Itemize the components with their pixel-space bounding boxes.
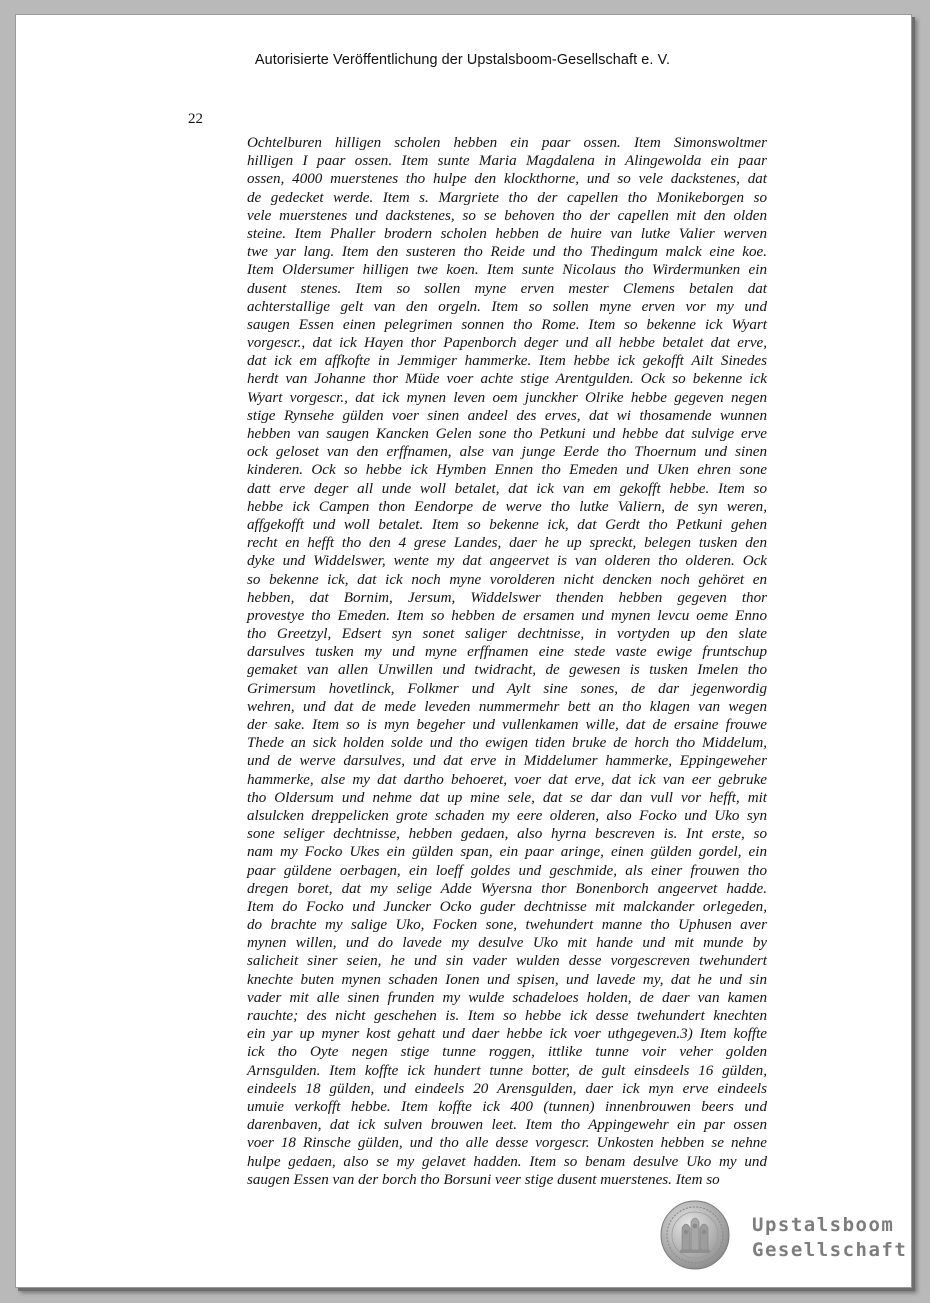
text-line: tho Oldersum und nehme dat up mine sele, dat se dar dan vull vor hefft, mit [247,789,767,806]
body-text [247,134,767,1189]
text-line: und de werve darsulves, und dat erve in Middelumer hammerke, Eppingeweher [247,753,767,770]
text-line: dusent stenes. Item so sollen myne erven mester Clemens betalen dat [247,280,767,297]
text-line: mynen willen, und do lavede my desulve Uko mit hande und mit munde by [247,935,767,952]
text-line: vele muerstenes und dackstenes, so se behoven tho der capellen mit den olden [247,207,767,224]
text-line: Thede an sick holden solde und tho ewigen tiden bruke de horch tho Middelum, [247,735,767,752]
text-line: knechte buten mynen schaden Ionen und spisen, und lavede my, dat he und sin [247,971,767,988]
header-title: Autorisierte Veröffentlichung der Upstalsboom-Gesellschaft e. V. [254,52,671,68]
text-line: Item do Focko und Juncker Ocko guder dechtnisse mit malckander orlegeden, [247,898,767,915]
text-line: Wyart vorgescr., dat ick mynen leven oem junckher Olrike hebbe gegeven negen [247,389,767,406]
text-line: hilligen I paar ossen. Item sunte Maria Magdalena in Alingewolda ein paar [247,153,767,170]
text-line: kinderen. Ock so hebbe ick Hymben Ennen tho Emeden und Uken ehren sone [247,462,767,479]
text-line: wehren, und dat de mede leveden nummermehr bett an tho klagen van wegen [247,698,767,715]
society-logo-text [752,1213,907,1263]
text-line: nam my Focko Ukes ein gülden span, ein paar aringe, einen gülden gordel, ein [247,844,767,861]
text-line: so bekenne ick, dat ick noch myne vorolderen nicht dencken noch gehöret en [247,571,767,588]
text-line: sone seliger dechtnisse, hebben gedaen, also hyrna bescreven is. Int erste, so [247,826,767,843]
text-line: alsulcken dreppelicken grote schaden my eere olderen, also Focko und Uko syn [247,807,767,824]
text-line: hebben, dat Bornim, Jersum, Widdelswer thenden hebben gegeven thor [247,589,767,606]
text-line: eindeels 18 gülden, und eindeels 20 Arensgulden, daer ick myn erve eindeels [247,1080,767,1097]
text-line: recht en hefft tho den 4 grese Landes, daer he up spreckt, belegen tusken den [247,535,767,552]
text-line: ock geloset van den erffnamen, alse van junge Eerde tho Thoernum und sinen [247,444,767,461]
text-line: ein yar up myner kost gehatt und daer hebbe ick voer uthgegeven.3) Item koffte [247,1026,767,1043]
text-line: stige Rynsehe gülden voer sinen andeel des erves, dat wi thosamende wunnen [247,407,767,424]
text-line: hammerke, alse my dat dartho behoeret, voer dat erve, dat ick van eer gebruke [247,771,767,788]
text-line: affgekofft und woll betalet. Item so bekenne ick, dat Gerdt tho Petkuni gehen [247,516,767,533]
text-line: Grimersum hovetlinck, Folkmer und Aylt sine sones, de dar jegenwordig [247,680,767,697]
logo-line-1: Upstalsboom [752,1214,895,1236]
logo-line-2: Gesellschaft [752,1239,908,1261]
text-line: paar güldene oerbagen, ein loeff goldes und geschmide, als einer frouwen tho [247,862,767,879]
text-line: hebbe ick Campen thon Eendorpe de werve tho lutke Valiern, de syn weren, [247,498,767,515]
text-line: darsulves tusken my und myne erffnamen eine stede vaste ewige fruntschup [247,644,767,661]
text-line: Arnsgulden. Item koffte ick hundert tunne botter, de gult einsdeels 16 gülden, [247,1062,767,1079]
text-line: twe yar lang. Item den susteren tho Reide und tho Thedingum malck eine koe. [247,244,767,261]
text-line: salicheit siner seien, he und sin vader wulden desse vorgescreven twehundert [247,953,767,970]
page-number: 22 [188,111,203,127]
text-line: Ochtelburen hilligen scholen hebben ein paar ossen. Item Simonswoltmer [247,135,767,151]
text-line: dat ick em affkofte in Jemmiger hammerke. Item hebbe ick gekofft Ailt Sinedes [247,353,767,370]
text-line: der sake. Item so is myn begeher und vullenkamen wille, dat de ersaine frouwe [247,717,767,733]
text-line: darenbaven, dat ick sulven brouwen leet. Item tho Appingewehr ein par ossen [247,1117,767,1134]
text-line: dregen boret, dat my selige Adde Wyersna thor Bonenborch angeervet hadde. [247,880,767,897]
text-line: hulpe gedaen, also se my gelavet hadden. Item so benam desulve Uko my und [247,1153,767,1170]
text-line: vorgescr., dat ick Hayen thor Papenborch deger und all hebbe betalet dat erve, [247,335,767,352]
text-line: herdt van Johanne thor Müde voer achte stige Arentgulden. Ock so bekenne ick [247,371,767,388]
text-line: gemaket van allen Unwillen und twidracht, de gewesen is tusken Imelen tho [247,662,767,679]
text-line: hebben van saugen Kancken Gelen sone tho Petkuni und hebbe dat sulvige erve [247,426,767,442]
text-line: do brachte my salige Uko, Focken sone, twehundert manne tho Uphusen aver [247,917,767,934]
text-line: steine. Item Phaller brodern scholen hebben de huire van lutke Valier werven [247,225,767,242]
text-line: dyke und Widdelswer, wente my dat angeervet is van olderen tho olderen. Ock [247,553,767,570]
page-header [16,52,911,68]
text-line: de gedecket werde. Item s. Margriete tho der capellen tho Monikeborgen so [247,189,767,206]
text-line: vader mit alle sinen frunden my wulde schadeloes holden, de daer van kamen [247,989,767,1006]
text-line: voer 18 Rinsche gülden, und tho alle desse vorgescr. Unkosten hebben se nehne [247,1135,767,1152]
text-line: saugen Essen van der borch tho Borsuni veer stige dusent muerstenes. Item so [247,1171,720,1188]
seal-icon [660,1200,730,1270]
document-page [15,14,912,1288]
text-line: provestye tho Emeden. Item so hebben de ersamen und mynen levcu oeme Enno [247,607,767,624]
text-line: tho Greetzyl, Edsert syn sonet saliger dechtnisse, in vortyden up den slate [247,626,767,643]
text-line: ick tho Oyte negen stige tunne roggen, ittlike tunne voir veher golden [247,1044,767,1061]
text-line: rauchte; des nicht geschehen is. Item so hebbe ick desse twehundert knechten [247,1008,767,1024]
text-line: saugen Essen einen pelegrimen sonnen tho Rome. Item so bekenne ick Wyart [247,316,767,333]
text-line: Item Oldersumer hilligen twe koen. Item sunte Nicolaus tho Wirdermunken ein [247,262,767,279]
text-line: ossen, 4000 muerstenes tho hulpe den klockthorne, und so vele dackstenes, dat [247,171,767,188]
text-line: umuie verkofft hebbe. Item koffte ick 400 (tunnen) innenbrouwen beers und [247,1098,767,1115]
text-line: achterstallige gelt van den orgeln. Item so sollen myne erven vor my und [247,298,767,315]
text-line: datt erve deger all unde woll betalet, dat ick van em gekofft hebbe. Item so [247,480,767,497]
